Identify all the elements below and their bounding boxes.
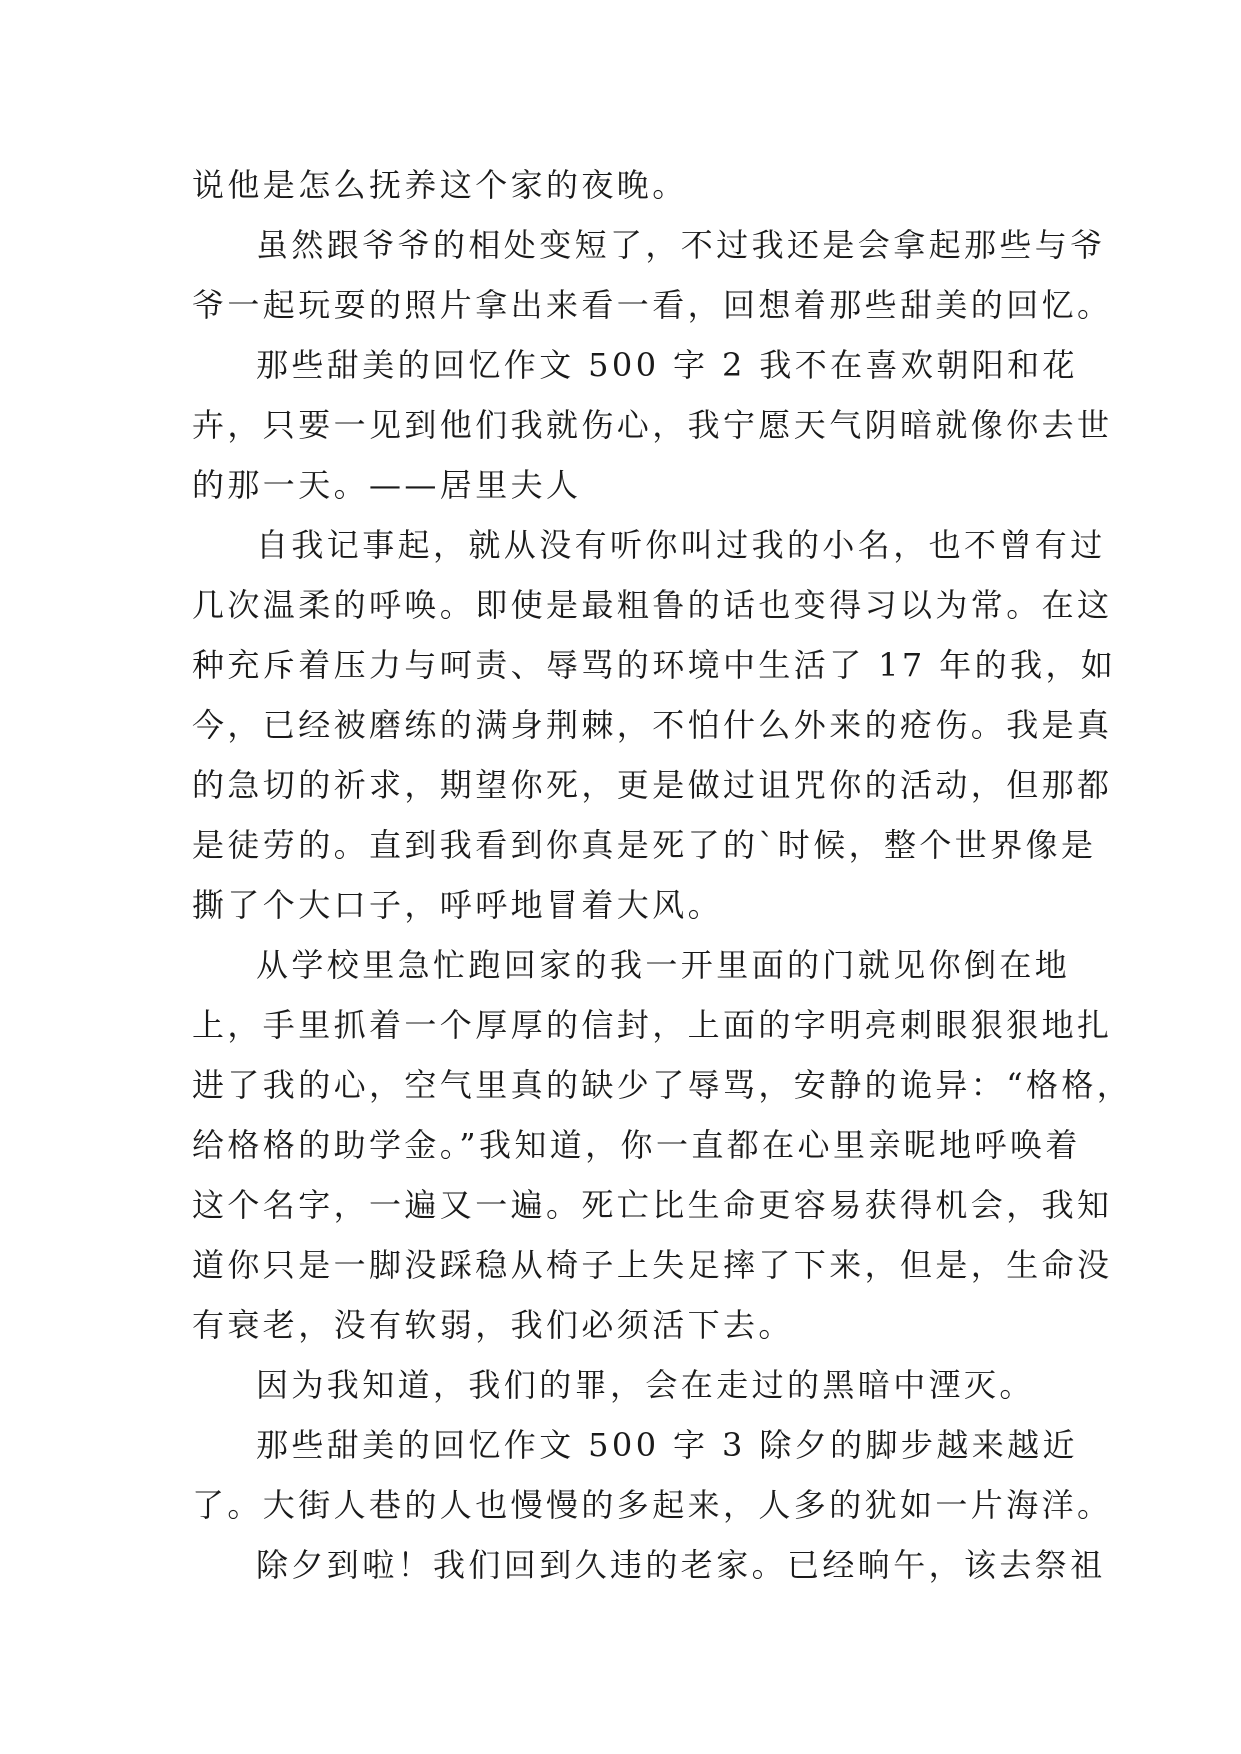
text-line: 除夕到啦！我们回到久违的老家。已经晌午，该去祭祖 <box>256 1546 1106 1584</box>
text-line: 撕了个大口子，呼呼地冒着大风。 <box>192 886 724 924</box>
essay-heading-line: 那些甜美的回忆作文 500 字 2 我不在喜欢朝阳和花 <box>256 346 1078 384</box>
essay-heading-line: 那些甜美的回忆作文 500 字 3 除夕的脚步越来越近 <box>256 1426 1078 1464</box>
text-line: 给格格的助学金。”我知道，你一直都在心里亲昵地呼唤着 <box>192 1126 1081 1164</box>
text-line: 几次温柔的呼唤。即使是最粗鲁的话也变得习以为常。在这 <box>192 586 1113 624</box>
text-line: 今，已经被磨练的满身荆棘，不怕什么外来的疮伤。我是真 <box>192 706 1113 744</box>
essay-body <box>192 155 1133 1595</box>
text-line: 进了我的心，空气里真的缺少了辱骂，安静的诡异：“格格， <box>192 1066 1133 1104</box>
text-line: 因为我知道，我们的罪，会在走过的黑暗中湮灭。 <box>256 1366 1035 1404</box>
text-line: 自我记事起，就从没有听你叫过我的小名，也不曾有过 <box>256 526 1106 564</box>
text-line: 虽然跟爷爷的相处变短了，不过我还是会拿起那些与爷 <box>256 226 1106 264</box>
text-line: 有衰老，没有软弱，我们必须活下去。 <box>192 1306 794 1344</box>
text-line: 卉，只要一见到他们我就伤心，我宁愿天气阴暗就像你去世 <box>192 406 1113 444</box>
text-line: 的那一天。——居里夫人 <box>192 466 582 504</box>
text-line: 是徒劳的。直到我看到你真是死了的`时候，整个世界像是 <box>192 826 1097 864</box>
text-line: 上，手里抓着一个厚厚的信封，上面的字明亮刺眼狠狠地扎 <box>192 1006 1113 1044</box>
text-line: 了。大街人巷的人也慢慢的多起来，人多的犹如一片海洋。 <box>192 1486 1113 1524</box>
text-line: 爷一起玩耍的照片拿出来看一看，回想着那些甜美的回忆。 <box>192 286 1113 324</box>
text-line: 种充斥着压力与呵责、辱骂的环境中生活了 17 年的我，如 <box>192 646 1117 684</box>
text-line: 说他是怎么抚养这个家的夜晚。 <box>192 166 688 204</box>
text-line: 的急切的祈求，期望你死，更是做过诅咒你的活动，但那都 <box>192 766 1113 804</box>
text-line: 从学校里急忙跑回家的我一开里面的门就见你倒在地 <box>256 946 1071 984</box>
text-line: 这个名字，一遍又一遍。死亡比生命更容易获得机会，我知 <box>192 1186 1113 1224</box>
text-line: 道你只是一脚没踩稳从椅子上失足摔了下来，但是，生命没 <box>192 1246 1113 1284</box>
